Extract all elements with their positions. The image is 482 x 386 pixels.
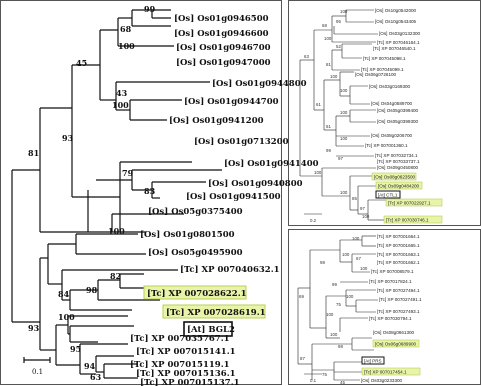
- leaf-label: [Tc] XP 007015136.1: [136, 369, 236, 379]
- leaf-label: [Os] Os01g0946700: [176, 43, 271, 53]
- leaf-label: [At] CTL1: [378, 192, 398, 198]
- leaf-label: [Os] Os01g0944700: [184, 97, 279, 107]
- bootstrap-value: 100: [340, 136, 348, 141]
- leaf-label: [Tc] XP 007045098.1: [363, 56, 406, 61]
- leaf-label: [Os] Os01g0946600: [174, 29, 269, 39]
- bootstrap-value: 45: [76, 58, 88, 68]
- bootstrap-value: 45: [340, 380, 345, 385]
- bootstrap-value: 98: [86, 285, 98, 295]
- bootstrap-value: 43: [116, 88, 128, 98]
- bootstrap-value: 68: [120, 24, 132, 34]
- bootstrap-value: 100: [324, 36, 332, 41]
- leaf-label: [Tc] XP 007040632.1: [180, 265, 280, 275]
- leaf-label: [Os] Os10g0542000: [375, 8, 417, 13]
- bootstrap-value: 100: [330, 74, 338, 79]
- leaf-label: [Tc] XP 007015119.1: [130, 360, 230, 370]
- bootstrap-value: 100: [342, 252, 350, 257]
- leaf-label: [Tc] XP 007022927.1: [388, 200, 431, 206]
- leaf-label: [Os] Os01g0941400: [224, 159, 319, 169]
- leaf-label: [Tc] XP 007001663.1: [377, 252, 420, 257]
- bootstrap-value: 100: [330, 332, 338, 337]
- bootstrap-value: 100: [112, 100, 129, 110]
- bootstrap-value: 95: [336, 19, 341, 24]
- bootstrap-value: 85: [352, 196, 357, 201]
- bootstrap-value: 97: [338, 156, 343, 161]
- bootstrap-value: 67: [356, 256, 361, 261]
- bootstrap-value: 52: [336, 44, 341, 49]
- bootstrap-value: 100: [326, 312, 334, 317]
- leaf-label: [Os] Os03g0233300: [361, 378, 403, 383]
- bootstrap-value: 98: [338, 344, 343, 349]
- leaf-label: [Os] Os01g0940800: [208, 179, 303, 189]
- bootstrap-value: 61: [316, 102, 321, 107]
- bootstrap-value: 75: [322, 372, 327, 377]
- leaf-label: [Os] Os05g0399400: [377, 108, 419, 113]
- bootstrap-value: 99: [144, 4, 156, 14]
- leaf-label: [Tc] XP 007027493.1: [377, 309, 420, 314]
- leaf-label: [Tc] XP 007045099.1: [361, 67, 404, 72]
- bootstrap-value: 97: [360, 206, 365, 211]
- leaf-label: [Tc] XP 007028619.1: [166, 308, 266, 318]
- leaf-label: [Tc] XP 007017824.1: [369, 279, 412, 284]
- leaf-label: [Tc] XP 007001664.1: [377, 234, 420, 239]
- leaf-label: [Os] Os08g0661300: [373, 330, 415, 335]
- leaf-label: [Os] Os01g0946500: [174, 14, 269, 24]
- leaf-label: [Tc] XP 007035767.1: [130, 334, 230, 344]
- bootstrap-value: 100: [58, 312, 75, 322]
- leaf-label: [Tc] XP 007027491.1: [379, 297, 422, 302]
- bootstrap-value: 100: [346, 294, 354, 299]
- bootstrap-value: 68: [322, 23, 327, 28]
- leaf-label: [Os] Os05g0399300: [377, 119, 419, 124]
- leaf-label: [Tc] XP 007028622.1: [147, 289, 247, 299]
- bootstrap-value: 98: [320, 260, 325, 265]
- leaf-label: [Tc] XP 007046164.1: [377, 40, 420, 45]
- bootstrap-value: 100: [352, 236, 360, 241]
- leaf-label: [Os] Os01g0947000: [176, 58, 271, 68]
- bootstrap-value: 99: [326, 148, 331, 153]
- bootstrap-value: 100: [340, 190, 348, 195]
- scale-label: 0.1: [310, 378, 317, 383]
- leaf-label: [Tc] XP 007030746.1: [386, 217, 429, 223]
- leaf-label: [Tc] XP 007027494.1: [377, 288, 420, 293]
- scale-label: 0.1: [32, 368, 44, 376]
- bootstrap-value: 79: [122, 168, 134, 178]
- leaf-label: [Os] Os01g0941500: [186, 192, 281, 202]
- bootstrap-value: 82: [110, 271, 122, 281]
- bootstrap-value: 75: [336, 302, 341, 307]
- bootstrap-value: 93: [62, 133, 74, 143]
- bootstrap-value: 100: [314, 170, 322, 175]
- leaf-label: [Tc] XP 007008579.1: [371, 269, 414, 274]
- leaf-label: [Tc] XP 007030794.1: [369, 316, 412, 321]
- leaf-label: [Os] Os01g0941200: [169, 116, 264, 126]
- bootstrap-value: 94: [84, 361, 96, 371]
- leaf-label: [Os] Os05g0375400: [148, 207, 243, 217]
- bootstrap-value: 95: [70, 344, 82, 354]
- bootstrap-value: 100: [360, 266, 368, 271]
- leaf-label: [Os] Os06g0689900: [375, 341, 417, 347]
- bootstrap-value: 100: [362, 214, 370, 219]
- bootstrap-value: 87: [300, 356, 305, 361]
- leaf-label: [Os] Os08g0206700: [371, 133, 413, 138]
- leaf-label: [Tc] XP 007046540.1: [373, 46, 416, 51]
- leaf-label: [Tc] XP 007017454.1: [364, 369, 407, 375]
- leaf-label: [Os] Os03g0169300: [369, 84, 411, 89]
- leaf-label: [Os] Os06g0726100: [355, 72, 397, 77]
- bootstrap-value: 100: [108, 226, 125, 236]
- leaf-label: [Tc] XP 007015141.1: [136, 347, 236, 357]
- leaf-label: [Os] Os09g0450800: [377, 165, 419, 170]
- leaf-label: [At] BGL2: [187, 325, 235, 335]
- leaf-label: [Os] Os03g0132300: [379, 31, 421, 36]
- leaf-label: [Tc] XP 007001360.1: [365, 143, 408, 148]
- bootstrap-value: 69: [299, 294, 304, 299]
- leaf-label: [Tc] XP 007032734.1: [375, 153, 418, 158]
- bootstrap-value: 81: [28, 148, 40, 158]
- bootstrap-value: 81: [326, 62, 331, 67]
- leaf-label: [Os] Os05g0495900: [148, 248, 243, 258]
- leaf-label: [Os] Os01g0944800: [212, 79, 307, 89]
- bootstrap-value: 100: [340, 88, 348, 93]
- bootstrap-value: 61: [326, 124, 331, 129]
- leaf-label: [Tc] XP 007001662.1: [377, 260, 420, 265]
- bootstrap-value: 100: [340, 9, 348, 14]
- bootstrap-value: 84: [58, 289, 70, 299]
- bootstrap-value: 100: [118, 41, 135, 51]
- leaf-label: [Os] Os01g0713200: [194, 137, 289, 147]
- scale-label: 0.2: [310, 218, 317, 223]
- bootstrap-value: 93: [28, 323, 40, 333]
- leaf-label: [Os] Os08g0623500: [374, 174, 416, 180]
- bootstrap-value: 63: [304, 54, 309, 59]
- bootstrap-value: 83: [144, 186, 156, 196]
- leaf-label: [Tc] XP 007001665.1: [377, 243, 420, 248]
- bootstrap-value: 63: [90, 372, 102, 382]
- leaf-label: [Tc] XP 007015137.1: [140, 378, 240, 386]
- leaf-label: [Os] Os01g0801500: [140, 230, 235, 240]
- leaf-label: [Os] Os04g0589700: [371, 101, 413, 106]
- leaf-label: [Tc] XP 007033737.1: [377, 159, 420, 164]
- bootstrap-value: 99: [332, 282, 337, 287]
- leaf-label: [Os] Os10g0543405: [375, 19, 417, 24]
- leaf-label: [Os] Os09g0484200: [378, 183, 420, 189]
- bootstrap-value: 100: [340, 110, 348, 115]
- leaf-label: [At] PRS: [364, 358, 382, 364]
